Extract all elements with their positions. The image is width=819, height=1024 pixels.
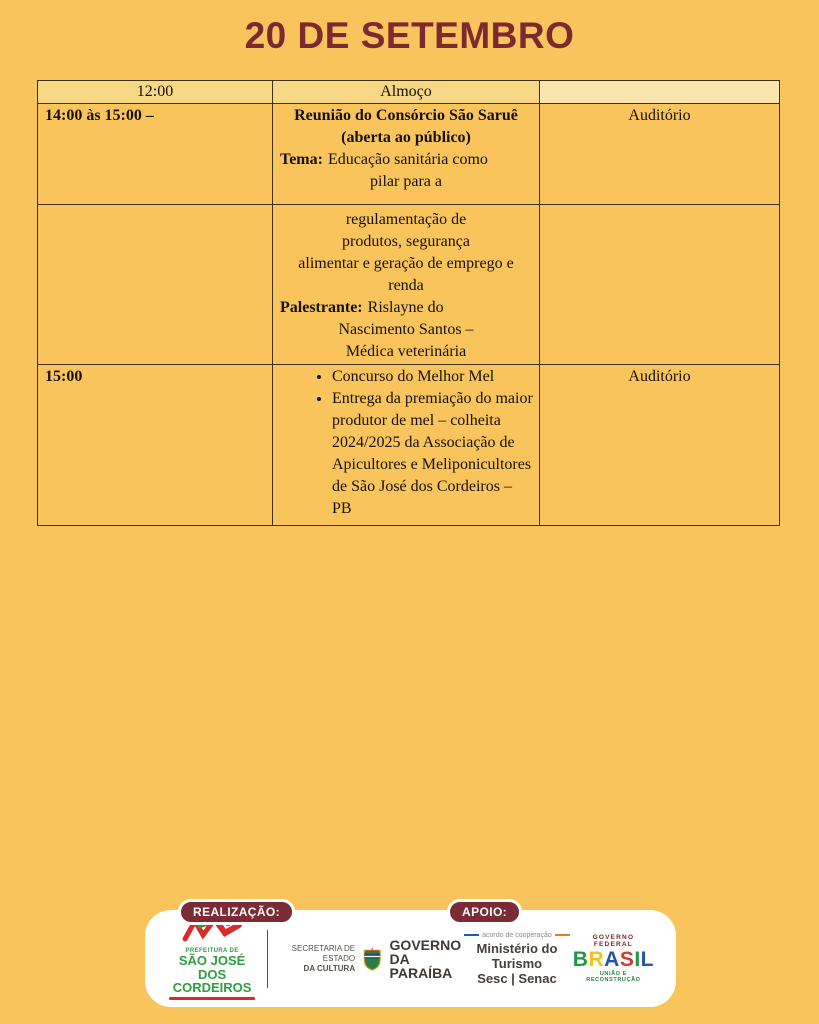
palestrante-cont-line: Nascimento Santos – [338,321,474,338]
meeting-tema-cont: pilar para a [370,173,442,190]
prefeitura-tagline-bar [169,997,255,1000]
secretaria-line1: SECRETARIA DE ESTADO [291,943,356,963]
table-row-meeting-continuation [38,205,780,365]
meeting-location-cell: Auditório [540,104,780,205]
governo-federal-brasil-logo [573,934,654,983]
continuation-event-cell [273,205,540,365]
blue-dash-icon [464,934,479,936]
meeting-time-cell: 14:00 às 15:00 – [38,104,273,205]
uniao-reconstrucao-text: UNIÃO E RECONSTRUÇÃO [586,971,641,984]
governo-paraiba-text [390,938,462,980]
tema-text: Educação sanitária como [327,151,488,168]
governo-pb-line2: DA PARAÍBA [389,950,453,981]
prefeitura-line3: DOS CORDEIROS [172,966,252,996]
table-row-concurso [38,365,780,526]
concurso-time-cell: 15:00 [38,365,273,526]
realizacao-badge: REALIZAÇÃO: [178,899,295,925]
brasil-wordmark: BRASIL [572,948,654,972]
ministerio-line1: Ministério do Turismo [476,940,558,971]
schedule-table [37,80,780,526]
page-title: 20 DE SETEMBRO [244,15,575,56]
continuation-line: renda [388,277,424,294]
palestrante-text: Rislayne do [367,299,444,316]
footer-divider [267,930,268,988]
bullet-item: • Concurso do Melhor Mel [332,366,534,388]
concurso-event-cell [273,365,540,526]
prefeitura-logo [167,917,257,1000]
secretaria-line2: DA CULTURA [303,963,356,973]
continuation-line: produtos, segurança [342,233,470,250]
meeting-title-line1: Reunião do Consórcio São Saruê [294,107,518,124]
lunch-location-cell [540,81,780,104]
meeting-tema-line [280,149,532,171]
lunch-time-cell: 12:00 [38,81,273,104]
palestrante-cont-line: Médica veterinária [345,343,467,360]
continuation-line: regulamentação de [345,211,467,228]
table-row-meeting [38,104,780,205]
palestrante-label: Palestrante: [280,299,363,316]
concurso-bullet-list [280,366,532,520]
governo-pb-line1: GOVERNO [389,936,462,953]
prefeitura-line2: SÃO JOSÉ [178,953,246,969]
orange-dash-icon [555,934,570,936]
ministerio-turismo-logo [461,932,573,986]
apoio-badge: APOIO: [447,899,522,925]
lunch-event-cell: Almoço [273,81,540,104]
bullet-item: • Entrega da premiação do maior produtor de mel – colheita 2024/2025 da Associação de Apicultores e Meliponicultores de São José dos Cordeiros – PB [332,388,534,520]
governo-paraiba-logo [278,938,461,980]
acordo-cooperacao-text: acordo de cooperação [482,931,552,939]
continuation-line: alimentar e geração de emprego e [298,255,514,272]
ministerio-line2: Sesc | Senac [477,970,557,986]
governo-federal-text: GOVERNO FEDERAL [592,933,635,948]
meeting-title-line2: (aberta ao público) [341,129,471,146]
tema-label: Tema: [280,151,323,168]
paraiba-coat-of-arms-icon [362,944,382,974]
meeting-event-cell [273,104,540,205]
concurso-location-cell: Auditório [540,365,780,526]
continuation-time-cell [38,205,273,365]
secretaria-text [278,944,355,974]
acordo-cooperacao-line [461,932,573,939]
palestrante-line [280,297,532,319]
continuation-location-cell [540,205,780,365]
prefeitura-line1: PREFEITURA DE [185,947,239,954]
table-row-lunch [38,81,780,104]
